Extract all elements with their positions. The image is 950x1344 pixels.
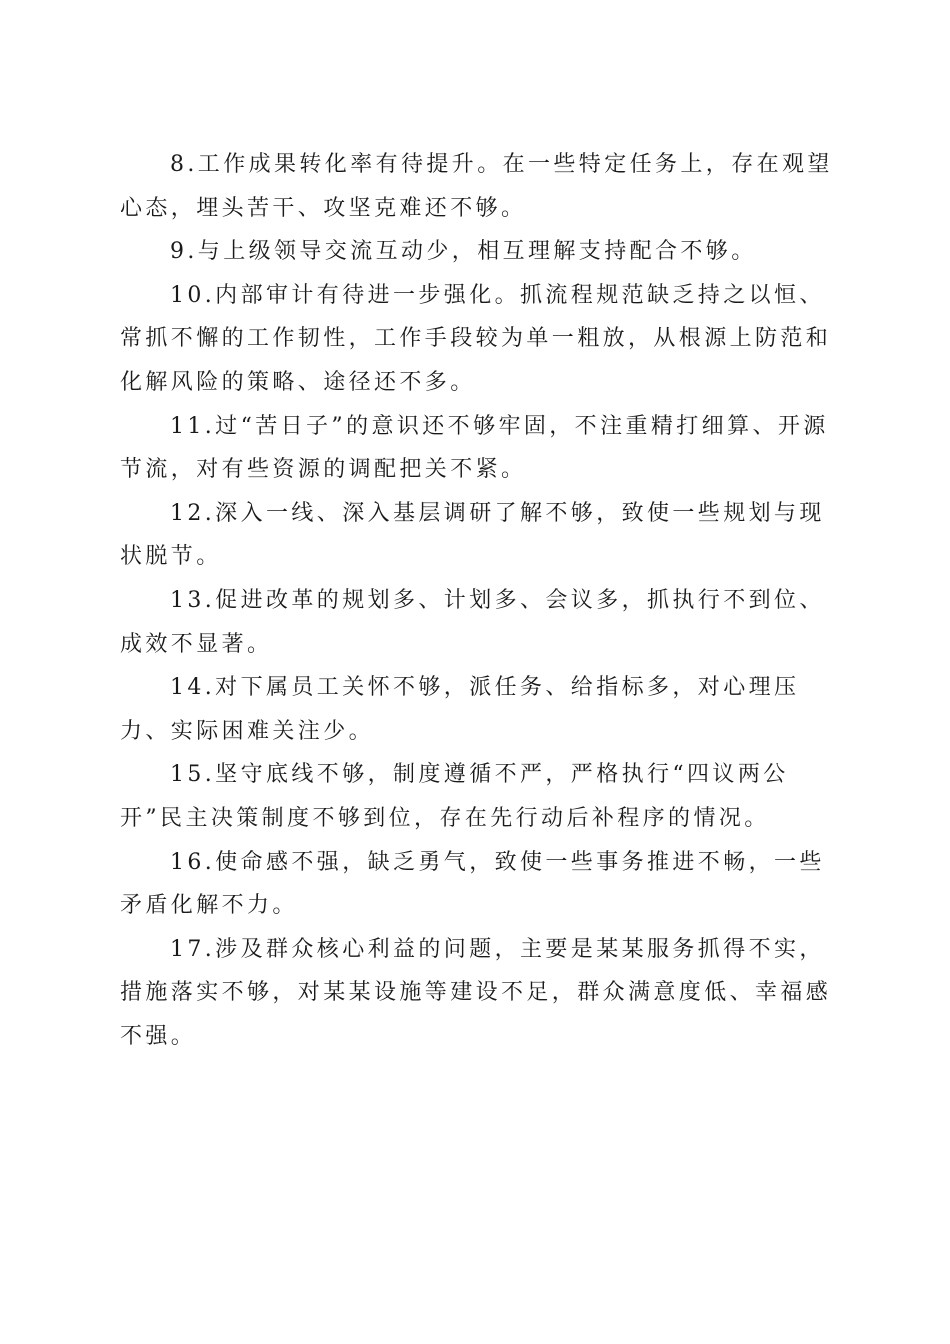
paragraph-item-8: 8.工作成果转化率有待提升。在一些特定任务上，存在观望心态，埋头苦干、攻坚克难还不够。 xyxy=(120,152,833,221)
document-body xyxy=(120,143,840,1058)
paragraph-item-15: 15.坚守底线不够，制度遵循不严，严格执行“四议两公开”民主决策制度不够到位，存在先行动后补程序的情况。 xyxy=(120,762,789,831)
paragraph-item-17: 17.涉及群众核心利益的问题，主要是某某服务抓得不实，措施落实不够，对某某设施等建设不足，群众满意度低、幸福感不强。 xyxy=(120,936,832,1049)
paragraph-item-11: 11.过“苦日子”的意识还不够牢固，不注重精打细算、开源节流，对有些资源的调配把关不紧。 xyxy=(120,413,829,483)
paragraph-item-10: 10.内部审计有待进一步强化。抓流程规范缺乏持之以恒、常抓不懈的工作韧性，工作手段较为单一粗放，从根源上防范和化解风险的策略、途径还不多。 xyxy=(120,282,832,395)
paragraph-item-9: 9.与上级领导交流互动少，相互理解支持配合不够。 xyxy=(170,239,757,265)
paragraph-item-14: 14.对下属员工关怀不够，派任务、给指标多，对心理压力、实际困难关注少。 xyxy=(120,675,800,744)
paragraph-item-12: 12.深入一线、深入基层调研了解不够，致使一些规划与现状脱节。 xyxy=(120,500,825,570)
paragraph-item-16: 16.使命感不强，缺乏勇气，致使一些事务推进不畅，一些矛盾化解不力。 xyxy=(120,849,825,919)
paragraph-item-13: 13.促进改革的规划多、计划多、会议多，抓执行不到位、成效不显著。 xyxy=(120,587,825,657)
